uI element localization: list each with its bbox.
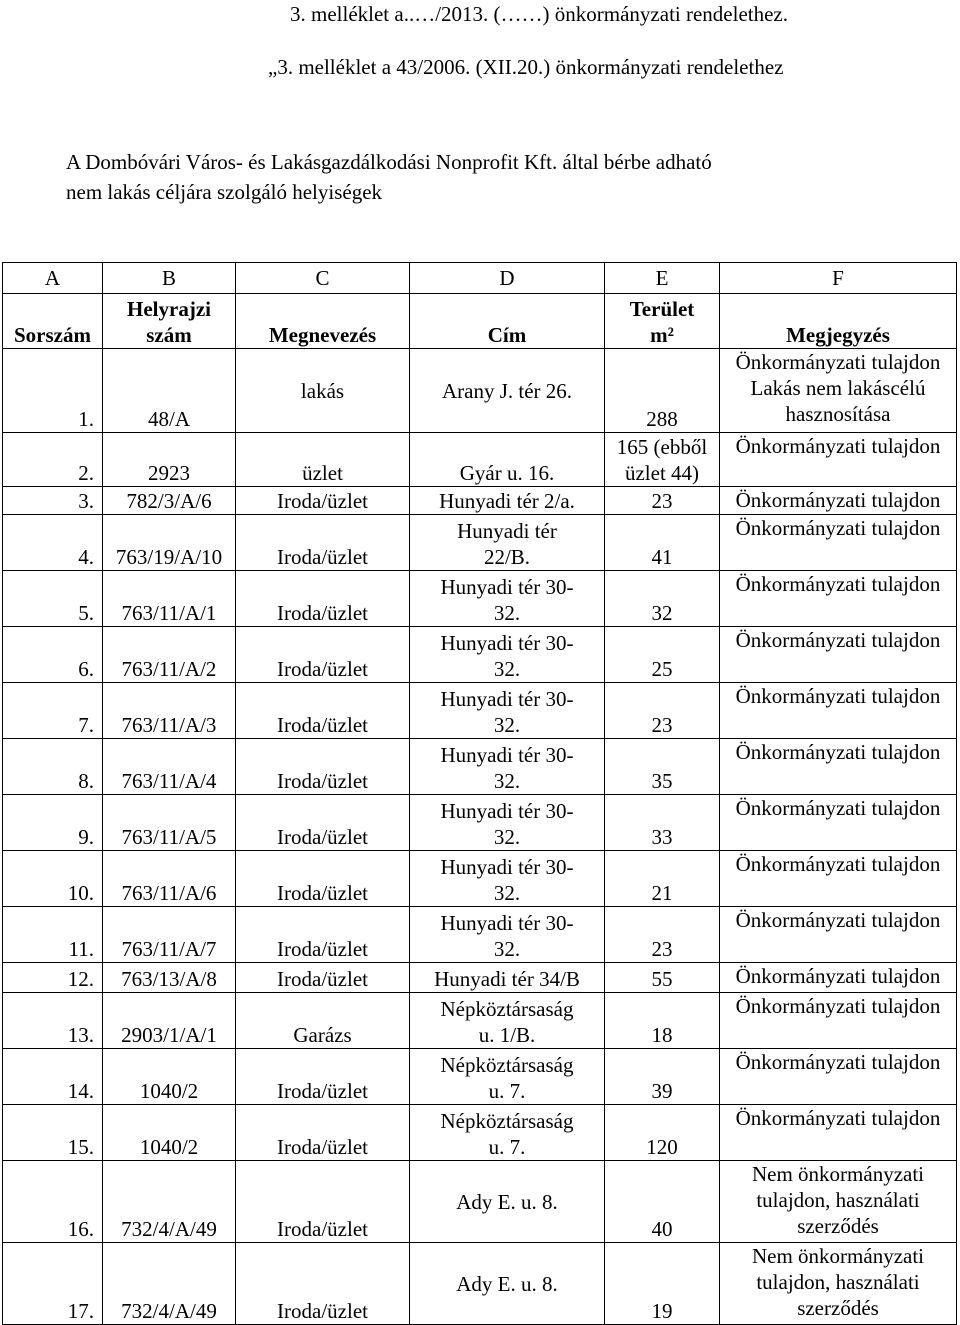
cell-terulet [605,571,720,627]
cell-terulet-line: 32 [651,601,673,625]
table-row [3,1105,957,1161]
cell-megjegyzes-line: Önkormányzati tulajdon [735,740,941,764]
cell-terulet-line: 25 [651,657,673,681]
cell-helyrajzi-szam: 763/13/A/8 [103,963,236,993]
cell-helyrajzi-szam: 1040/2 [103,1105,236,1161]
cell-cim [410,1049,605,1105]
cell-megnevezes: Iroda/üzlet [236,1161,410,1243]
cell-sorszam: 1. [3,349,103,433]
cell-cim-line: Népköztársaság [440,997,574,1021]
cell-terulet-line: 18 [651,1023,673,1047]
table-row [3,683,957,739]
cell-megnevezes: Iroda/üzlet [236,683,410,739]
header-sorszam: Sorszám [3,294,103,349]
cell-megnevezes: Iroda/üzlet [236,571,410,627]
cell-megjegyzes-line: tulajdon, használati [756,1270,920,1294]
cell-helyrajzi-szam: 763/11/A/6 [103,851,236,907]
cell-megjegyzes-line: Lakás nem lakáscélú [750,376,926,400]
table-row [3,1243,957,1325]
cell-terulet [605,1049,720,1105]
cell-cim-line: 32. [493,657,521,681]
cell-megnevezes: Iroda/üzlet [236,907,410,963]
cell-helyrajzi-szam: 763/11/A/1 [103,571,236,627]
cell-megjegyzes-line: Önkormányzati tulajdon [735,796,941,820]
cell-cim-line: Ady E. u. 8. [456,1189,558,1214]
cell-terulet [605,851,720,907]
cell-megjegyzes [720,683,957,739]
column-letter: B [103,263,236,294]
cell-cim [410,571,605,627]
cell-terulet-line: 41 [651,545,673,569]
cell-terulet-line: 288 [646,407,678,431]
cell-sorszam: 12. [3,963,103,993]
cell-helyrajzi-szam: 732/4/A/49 [103,1161,236,1243]
cell-helyrajzi-szam: 763/11/A/3 [103,683,236,739]
cell-megjegyzes-line: hasznosítása [785,402,891,426]
cell-cim [410,851,605,907]
cell-megjegyzes [720,993,957,1049]
cell-megnevezes: Iroda/üzlet [236,1243,410,1325]
cell-terulet-line: 165 (ebből [616,435,708,459]
cell-megjegyzes [720,739,957,795]
cell-terulet-line: 55 [651,967,673,991]
column-letter: D [410,263,605,294]
cell-terulet [605,433,720,487]
column-letter: F [720,263,957,294]
cell-cim-line: u. 1/B. [478,1023,536,1047]
cell-megjegyzes [720,1049,957,1105]
cell-megjegyzes [720,571,957,627]
table-row [3,1161,957,1243]
cell-cim-line: 22/B. [483,545,531,569]
cell-megnevezes: Garázs [236,993,410,1049]
table-row [3,571,957,627]
cell-cim-line: Hunyadi tér 2/a. [439,489,575,513]
cell-cim-line: Hunyadi tér 30- [440,799,574,823]
cell-terulet [605,1105,720,1161]
cell-sorszam: 15. [3,1105,103,1161]
cell-sorszam: 11. [3,907,103,963]
cell-cim-line: 32. [493,769,521,793]
cell-cim-line: u. 7. [488,1079,526,1103]
header-helyrajzi-szam: Helyrajzi szám [103,294,236,349]
cell-cim-line: 32. [493,825,521,849]
cell-megjegyzes-line: Önkormányzati tulajdon [735,350,941,374]
cell-terulet [605,907,720,963]
cell-helyrajzi-szam: 732/4/A/49 [103,1243,236,1325]
cell-terulet-line: 39 [651,1079,673,1103]
cell-cim-line: u. 7. [488,1135,526,1159]
cell-terulet [605,1243,720,1325]
cell-megnevezes: Iroda/üzlet [236,1105,410,1161]
cell-megjegyzes-line: Önkormányzati tulajdon [735,572,941,596]
header-terulet: Terület m² [605,294,720,349]
cell-terulet [605,963,720,993]
header-megjegyzes: Megjegyzés [720,294,957,349]
cell-cim-line: Hunyadi tér 30- [440,911,574,935]
cell-cim-line: Népköztársaság [440,1053,574,1077]
cell-sorszam: 17. [3,1243,103,1325]
premises-table [2,262,957,1325]
cell-terulet [605,795,720,851]
cell-megjegyzes [720,515,957,571]
cell-sorszam: 7. [3,683,103,739]
cell-cim-line: Hunyadi tér 30- [440,575,574,599]
table-row [3,627,957,683]
cell-sorszam: 8. [3,739,103,795]
cell-helyrajzi-szam: 2903/1/A/1 [103,993,236,1049]
column-letter: C [236,263,410,294]
cell-helyrajzi-szam: 763/11/A/7 [103,907,236,963]
table-row [3,907,957,963]
table-row [3,487,957,515]
cell-megjegyzes-line: Önkormányzati tulajdon [735,994,941,1018]
cell-helyrajzi-szam: 763/11/A/2 [103,627,236,683]
cell-cim [410,683,605,739]
table-row [3,739,957,795]
cell-megnevezes: Iroda/üzlet [236,515,410,571]
table-row [3,963,957,993]
cell-cim-line: 32. [493,937,521,961]
cell-helyrajzi-szam: 763/11/A/4 [103,739,236,795]
cell-terulet [605,993,720,1049]
cell-cim-line: Hunyadi tér [457,519,557,543]
cell-terulet-line: 35 [651,769,673,793]
document-title-line-2: nem lakás céljára szolgáló helyiségek [66,180,383,204]
cell-cim [410,1243,605,1325]
cell-megjegyzes [720,851,957,907]
cell-megnevezes: Iroda/üzlet [236,1049,410,1105]
cell-cim-line: Hunyadi tér 34/B [434,967,580,991]
cell-megjegyzes [720,627,957,683]
table-row [3,993,957,1049]
cell-megjegyzes-line: szerződés [797,1296,879,1320]
cell-megjegyzes [720,433,957,487]
cell-helyrajzi-szam: 763/11/A/5 [103,795,236,851]
table-row [3,349,957,433]
cell-sorszam: 16. [3,1161,103,1243]
cell-megjegyzes-line: Nem önkormányzati [751,1162,925,1186]
cell-sorszam: 14. [3,1049,103,1105]
cell-megnevezes: üzlet [236,433,410,487]
cell-terulet [605,349,720,433]
cell-terulet-line: 23 [651,489,673,513]
cell-megjegyzes [720,1105,957,1161]
cell-terulet [605,739,720,795]
cell-terulet-line: 19 [651,1299,673,1323]
column-letter: E [605,263,720,294]
cell-megnevezes: Iroda/üzlet [236,851,410,907]
cell-cim [410,433,605,487]
table-row [3,515,957,571]
cell-terulet-line: 23 [651,713,673,737]
table-row [3,1049,957,1105]
cell-megjegyzes-line: Önkormányzati tulajdon [735,684,941,708]
cell-megjegyzes-line: Önkormányzati tulajdon [735,1050,941,1074]
cell-cim-line: Népköztársaság [440,1109,574,1133]
cell-terulet-line: 33 [651,825,673,849]
cell-terulet-line: 23 [651,937,673,961]
cell-cim [410,795,605,851]
cell-cim-line: Arany J. tér 26. [441,378,573,403]
column-header-row [3,294,957,349]
cell-sorszam: 3. [3,487,103,515]
cell-megjegyzes-line: Nem önkormányzati [751,1244,925,1268]
cell-helyrajzi-szam: 2923 [103,433,236,487]
cell-cim [410,487,605,515]
cell-cim-line: 32. [493,881,521,905]
column-letter: A [3,263,103,294]
header-cim: Cím [410,294,605,349]
cell-sorszam: 2. [3,433,103,487]
cell-sorszam: 6. [3,627,103,683]
cell-megjegyzes-line: Önkormányzati tulajdon [735,852,941,876]
cell-cim [410,627,605,683]
cell-megnevezes: Iroda/üzlet [236,963,410,993]
cell-sorszam: 5. [3,571,103,627]
cell-terulet-line: 120 [646,1135,678,1159]
cell-cim-line: Ady E. u. 8. [456,1271,558,1296]
document-title-line-1: A Dombóvári Város- és Lakásgazdálkodási Nonprofit Kft. által bérbe adható [66,150,712,174]
cell-cim [410,993,605,1049]
cell-megnevezes: lakás [236,349,410,433]
cell-cim [410,515,605,571]
cell-megjegyzes-line: Önkormányzati tulajdon [735,516,941,540]
cell-megjegyzes [720,795,957,851]
appendix-amended-reference: „3. melléklet a 43/2006. (XII.20.) önkormányzati rendelethez [268,55,784,79]
column-letter-row [3,263,957,294]
table-row [3,851,957,907]
cell-terulet-line: 21 [651,881,673,905]
cell-megjegyzes-line: Önkormányzati tulajdon [735,908,941,932]
cell-cim-line: Hunyadi tér 30- [440,631,574,655]
cell-cim-line: 32. [493,601,521,625]
cell-megjegyzes-line: Önkormányzati tulajdon [735,1106,941,1130]
cell-megnevezes: Iroda/üzlet [236,739,410,795]
cell-cim [410,349,605,433]
cell-megjegyzes-line: Önkormányzati tulajdon [735,628,941,652]
cell-terulet [605,627,720,683]
cell-megjegyzes [720,487,957,515]
cell-megnevezes: Iroda/üzlet [236,627,410,683]
table-row [3,433,957,487]
cell-terulet [605,515,720,571]
cell-megnevezes: Iroda/üzlet [236,487,410,515]
cell-megjegyzes-line: Önkormányzati tulajdon [735,434,941,458]
cell-helyrajzi-szam: 48/A [103,349,236,433]
cell-cim [410,1105,605,1161]
cell-terulet [605,1161,720,1243]
cell-cim-line: Hunyadi tér 30- [440,687,574,711]
appendix-reference: 3. melléklet a..…/2013. (……) önkormányzati rendelethez. [290,2,789,26]
table-row [3,795,957,851]
cell-megjegyzes [720,907,957,963]
cell-cim [410,739,605,795]
cell-sorszam: 13. [3,993,103,1049]
cell-terulet-line: üzlet 44) [624,461,700,485]
cell-megjegyzes [720,349,957,433]
cell-megjegyzes [720,1161,957,1243]
cell-terulet [605,683,720,739]
cell-terulet [605,487,720,515]
cell-terulet-line: 40 [651,1217,673,1241]
cell-helyrajzi-szam: 1040/2 [103,1049,236,1105]
cell-cim-line: Hunyadi tér 30- [440,743,574,767]
cell-sorszam: 10. [3,851,103,907]
cell-cim-line: Hunyadi tér 30- [440,855,574,879]
cell-megjegyzes [720,963,957,993]
cell-helyrajzi-szam: 763/19/A/10 [103,515,236,571]
cell-cim [410,907,605,963]
cell-megjegyzes-line: szerződés [797,1214,879,1238]
header-megnevezes: Megnevezés [236,294,410,349]
cell-cim-line: Gyár u. 16. [459,461,555,485]
cell-megnevezes: Iroda/üzlet [236,795,410,851]
cell-helyrajzi-szam: 782/3/A/6 [103,487,236,515]
cell-megjegyzes-line: Önkormányzati tulajdon [735,964,941,988]
cell-sorszam: 4. [3,515,103,571]
cell-megjegyzes [720,1243,957,1325]
cell-megjegyzes-line: Önkormányzati tulajdon [735,488,941,512]
cell-megjegyzes-line: tulajdon, használati [756,1188,920,1212]
cell-cim-line: 32. [493,713,521,737]
cell-cim [410,963,605,993]
cell-cim [410,1161,605,1243]
cell-sorszam: 9. [3,795,103,851]
